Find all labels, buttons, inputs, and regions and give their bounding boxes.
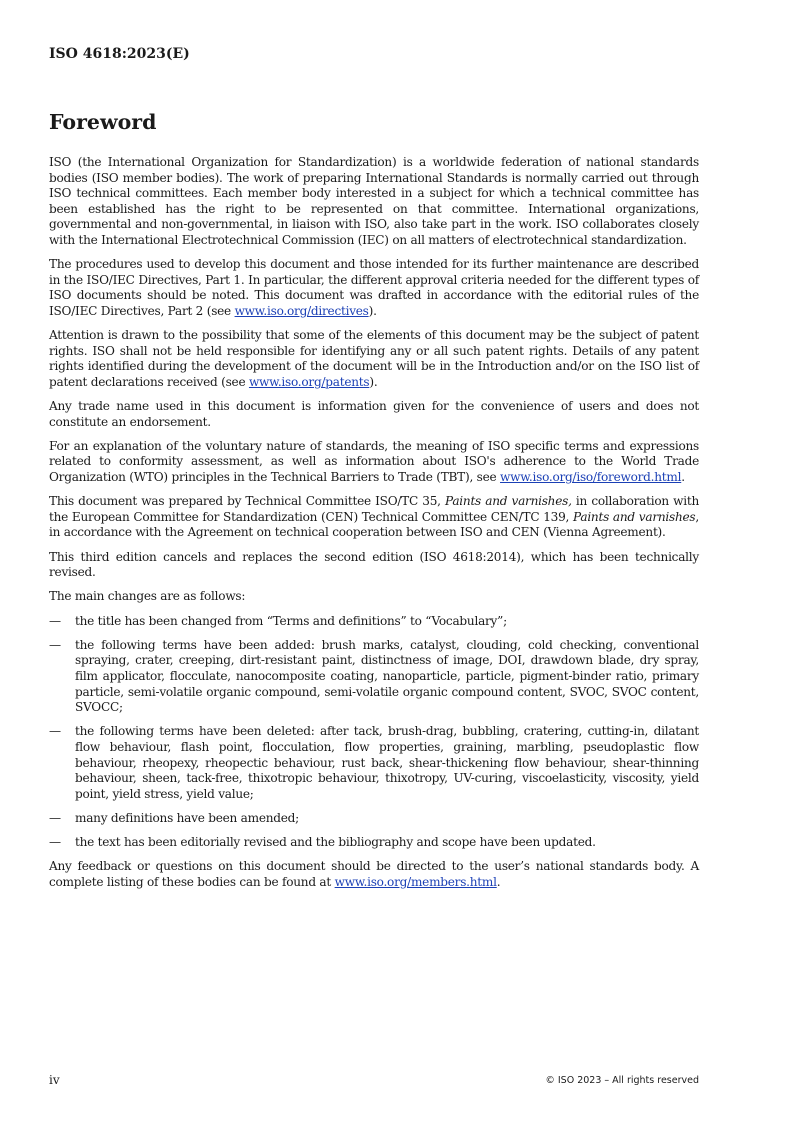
list-item — [49, 614, 699, 630]
list-item-text: the text has been editorially revised and the bibliography and scope have been updated. — [75, 835, 596, 850]
dash-bullet: — — [49, 835, 61, 850]
list-item — [49, 835, 699, 851]
paragraph-text: . — [496, 874, 501, 889]
changes-list — [49, 614, 699, 851]
directives-link[interactable]: www.iso.org/directives — [234, 303, 369, 318]
paragraph-procedures — [49, 257, 699, 319]
paragraph-edition: This third edition cancels and replaces the second edition (ISO 4618:2014), which has been technically revised. — [49, 549, 699, 580]
foreword-link[interactable]: www.iso.org/iso/foreword.html — [500, 470, 682, 485]
committee-title: Paints and varnishes — [573, 509, 696, 524]
page-title: Foreword — [49, 110, 157, 134]
paragraph-text: The procedures used to develop this document and those intended for its further maintenance are described in the ISO/IEC Directives, Part 1. In particular, the different approval criteria needed for the different types of ISO documents should be noted. This document was drafted in accordance with the editorial rules of the ISO/IEC Directives, Part 2 (see — [49, 257, 699, 318]
document-id: ISO 4618:2023(E) — [49, 46, 190, 62]
list-item — [49, 638, 699, 716]
paragraph-feedback — [49, 859, 699, 890]
paragraph-text: , in accordance with the Agreement on technical cooperation between ISO and CEN (Vienna Agreement). — [49, 509, 699, 540]
paragraph-text: ). — [368, 303, 377, 318]
list-item-text: the following terms have been deleted: after tack, brush-drag, bubbling, cratering, cutting-in, dilatant flow behaviour, flash point, flocculation, flow properties, graining, marbling, pseudoplastic flow behaviour, rheopexy, rheopectic behaviour, rust back, shear-thickening flow behaviour, shear-thinning behaviour, sheen, tack-free, thixotropic behaviour, thixotropy, UV-curing, viscoelasticity, viscosity, yield point, yield stress, yield value; — [75, 724, 699, 801]
patents-link[interactable]: www.iso.org/patents — [248, 374, 370, 389]
dash-bullet: — — [49, 810, 61, 825]
dash-bullet: — — [49, 613, 61, 628]
members-link[interactable]: www.iso.org/members.html — [334, 874, 497, 889]
paragraph-trade-name: Any trade name used in this document is information given for the convenience of users and does not constitute an endorsement. — [49, 399, 699, 429]
paragraph-text: . — [681, 470, 685, 485]
list-item — [49, 811, 699, 827]
dash-bullet: — — [49, 637, 61, 652]
paragraph-text: Any feedback or questions on this document should be directed to the user’s national standards body. A complete listing of these bodies can be found at — [49, 859, 699, 889]
paragraph-text: ). — [369, 374, 378, 389]
paragraph-text: For an explanation of the voluntary nature of standards, the meaning of ISO specific terms and expressions related to conformity assessment, as well as information about ISO's adherence to the World Trade Organization (WTO) principles in the Technical Barriers to Trade (TBT), see — [49, 438, 699, 485]
paragraph-changes-intro: The main changes are as follows: — [49, 589, 246, 604]
list-item — [49, 724, 699, 802]
paragraph-text: This document was prepared by Technical Committee ISO/TC 35, — [49, 494, 445, 509]
page-number: iv — [49, 1073, 60, 1087]
paragraph-committee — [49, 494, 699, 541]
list-item-text: the following terms have been added: brush marks, catalyst, clouding, cold checking, conventional spraying, crater, creeping, dirt-resistant paint, distinctness of image, DOI, drawdown blade, dry spray, film applicator, flocculate, nanocomposite coating, nanoparticle, particle, pigment-binder ratio, primary particle, semi-volatile organic compound, semi-volatile organic compound content, SVOC, SVOC content, SVOCC; — [75, 637, 699, 715]
dash-bullet: — — [49, 724, 61, 739]
paragraph-text: Attention is drawn to the possibility that some of the elements of this document may be the subject of patent rights. ISO shall not be held responsible for identifying any or all such patent rights. Details of any patent rights identified during the development of the document will be in the Introduction and/or on the ISO list of patent declarations received (see — [49, 328, 699, 389]
foreword-body — [49, 155, 699, 899]
list-item-text: many definitions have been amended; — [75, 810, 300, 825]
paragraph-iso-overview: ISO (the International Organization for Standardization) is a worldwide federation of national standards bodies (ISO member bodies). The work of preparing International Standards is normally carried out through ISO technical committees. Each member body interested in a subject for which a technical committee has been established has the right to be represented on that committee. International organizations, governmental and non-governmental, in liaison with ISO, also take part in the work. ISO collaborates closely with the International Electrotechnical Commission (IEC) on all matters of electrotechnical standardization. — [49, 155, 699, 247]
list-item-text: the title has been changed from “Terms and definitions” to “Vocabulary”; — [75, 613, 507, 628]
paragraph-patents — [49, 328, 699, 390]
paragraph-voluntary-nature — [49, 439, 699, 486]
committee-title: Paints and varnishes, — [444, 494, 572, 509]
paragraph-text: in collaboration with the European Committee for Standardization (CEN) Technical Committee CEN/TC 139, — [49, 494, 700, 524]
copyright-notice: © ISO 2023 – All rights reserved — [545, 1075, 699, 1086]
